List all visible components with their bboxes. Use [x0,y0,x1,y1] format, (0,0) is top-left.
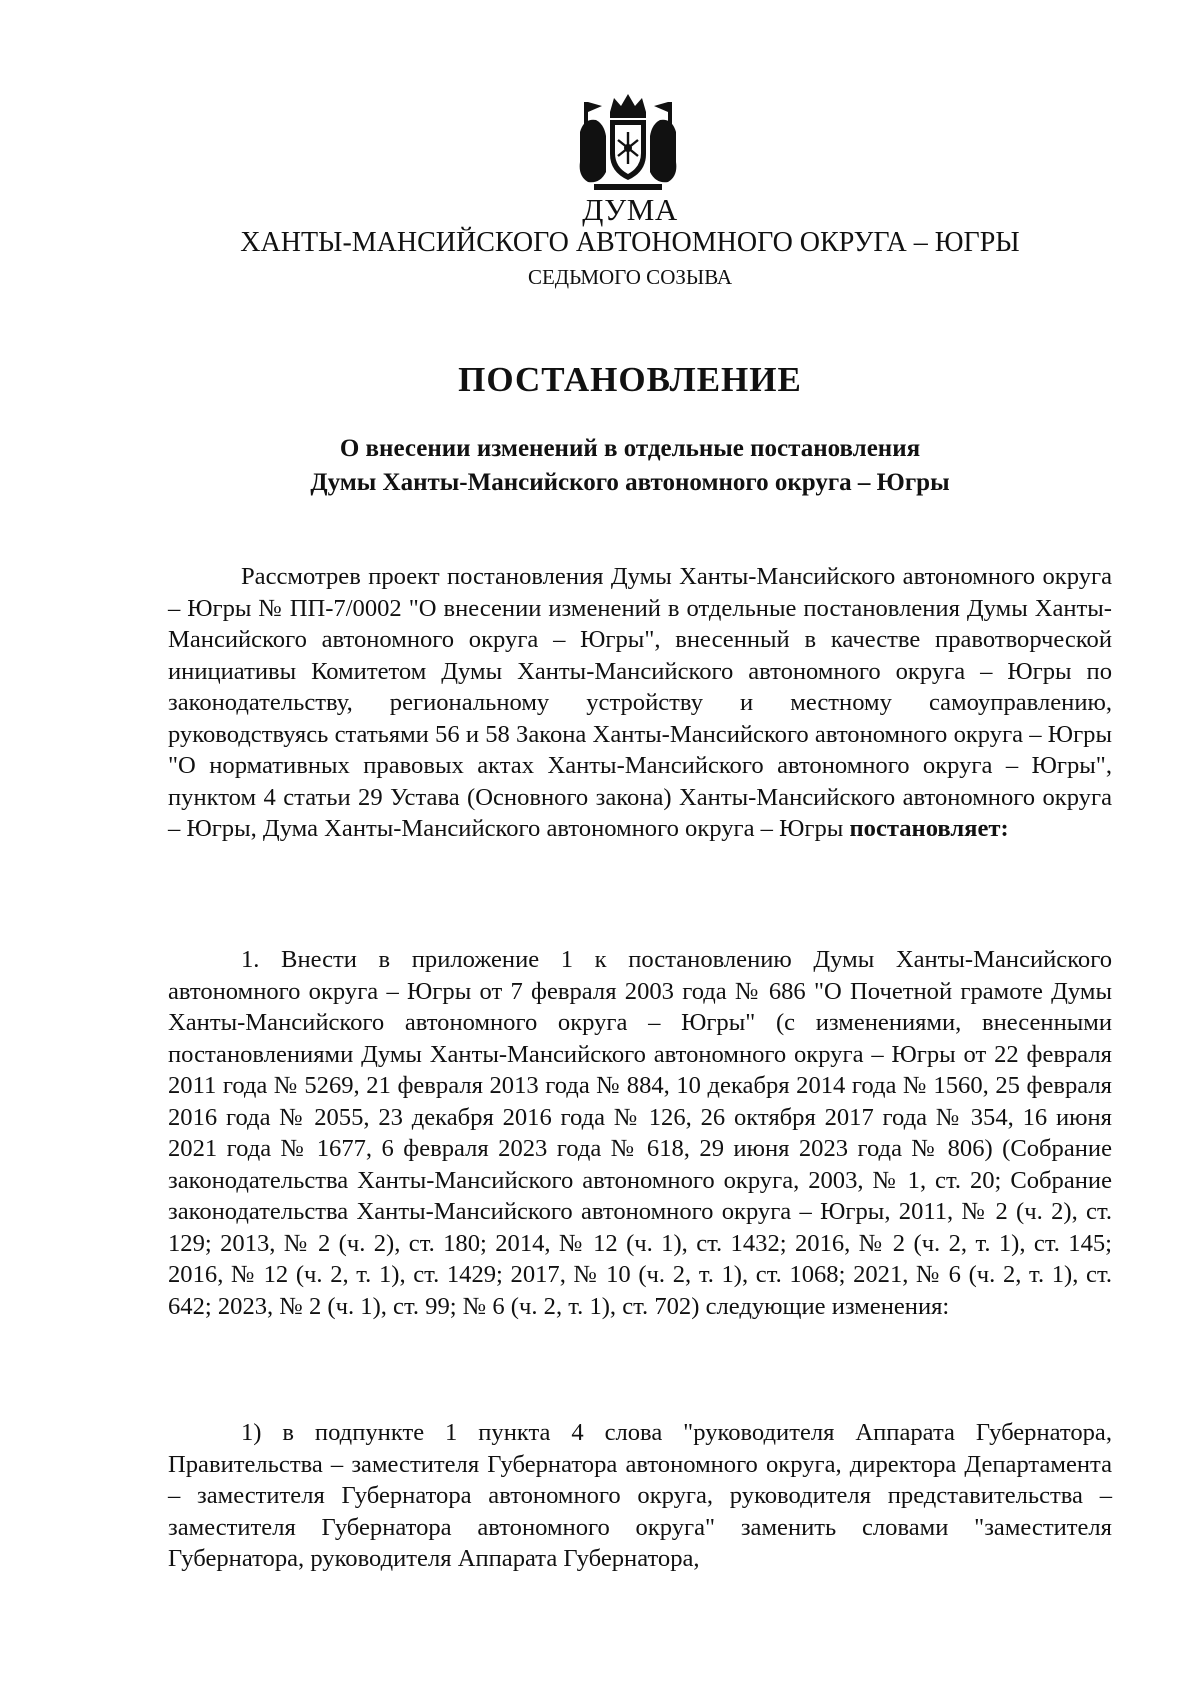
item-1-paragraph [168,944,1112,1322]
subject-line-2: Думы Ханты-Мансийского автономного округа – Югры [310,469,950,496]
subitem-1-paragraph [168,1417,1112,1575]
preamble-paragraph [168,561,1112,845]
preamble-resolves: постановляет: [849,815,1009,842]
preamble-text: Рассмотрев проект постановления Думы Ханты-Мансийского автономного округа – Югры № ПП-7/0002 "О внесении изменений в отдельные постановления Думы Ханты-Мансийского автономного округа – Югры", внесенный в качестве правотворческой инициативы Комитетом Думы Ханты-Мансийского автономного округа – Югры по законодательству, региональному устройству и местному самоуправлению, руководствуясь статьями 56 и 58 Закона Ханты-Мансийского автономного округа – Югры "О нормативных правовых актах Ханты-Мансийского автономного округа – Югры", пунктом 4 статьи 29 Устава (Основного закона) Ханты-Мансийского автономного округа – Югры, Дума Ханты-Мансийского автономного округа – Югры [168,563,1112,842]
document-type-heading: ПОСТАНОВЛЕНИЕ [458,360,802,399]
region-name: ХАНТЫ-МАНСИЙСКОГО АВТОНОМНОГО ОКРУГА – ЮГРЫ [240,227,1020,258]
subject-line-1: О внесении изменений в отдельные постановления [339,435,921,462]
document-subject [0,432,1200,500]
convocation: СЕДЬМОГО СОЗЫВА [527,265,733,289]
coat-of-arms-emblem [574,92,682,198]
duma-title: ДУМА [582,192,678,227]
item-1-text: 1. Внести в приложение 1 к постановлению Думы Ханты-Мансийского автономного округа – Югры от 7 февраля 2003 года № 686 "О Почетной грамоте Думы Ханты-Мансийского автономного округа – Югры" (с изменениями, внесенными постановлениями Думы Ханты-Мансийского автономного округа – Югры от 22 февраля 2011 года № 5269, 21 февраля 2013 года № 884, 10 декабря 2014 года № 1560, 25 февраля 2016 года № 2055, 23 декабря 2016 года № 126, 26 октября 2017 года № 354, 16 июня 2021 года № 1677, 6 февраля 2023 года № 618, 29 июня 2023 года № 806) (Собрание законодательства Ханты-Мансийского автономного округа, 2003, № 1, ст. 20; Собрание законодательства Ханты-Мансийского автономного округа – Югры, 2011, № 2 (ч. 2), ст. 129; 2013, № 2 (ч. 2), ст. 180; 2014, № 12 (ч. 1), ст. 1432; 2016, № 2 (ч. 2, т. 1), ст. 145; 2016, № 12 (ч. 2, т. 1), ст. 1429; 2017, № 10 (ч. 2, т. 1), ст. 1068; 2021, № 6 (ч. 2, т. 1), ст. 642; 2023, № 2 (ч. 1), ст. 99; № 6 (ч. 2, т. 1), ст. 702) следующие изменения: [168,946,1112,1320]
subitem-1-text: 1) в подпункте 1 пункта 4 слова "руководителя Аппарата Губернатора, Правительства – заместителя Губернатора автономного округа, директора Департамента – заместителя Губернатора автономного округа, руководителя представительства – заместителя Губернатора автономного округа" заменить словами "заместителя Губернатора, руководителя Аппарата Губернатора, [168,1419,1112,1572]
